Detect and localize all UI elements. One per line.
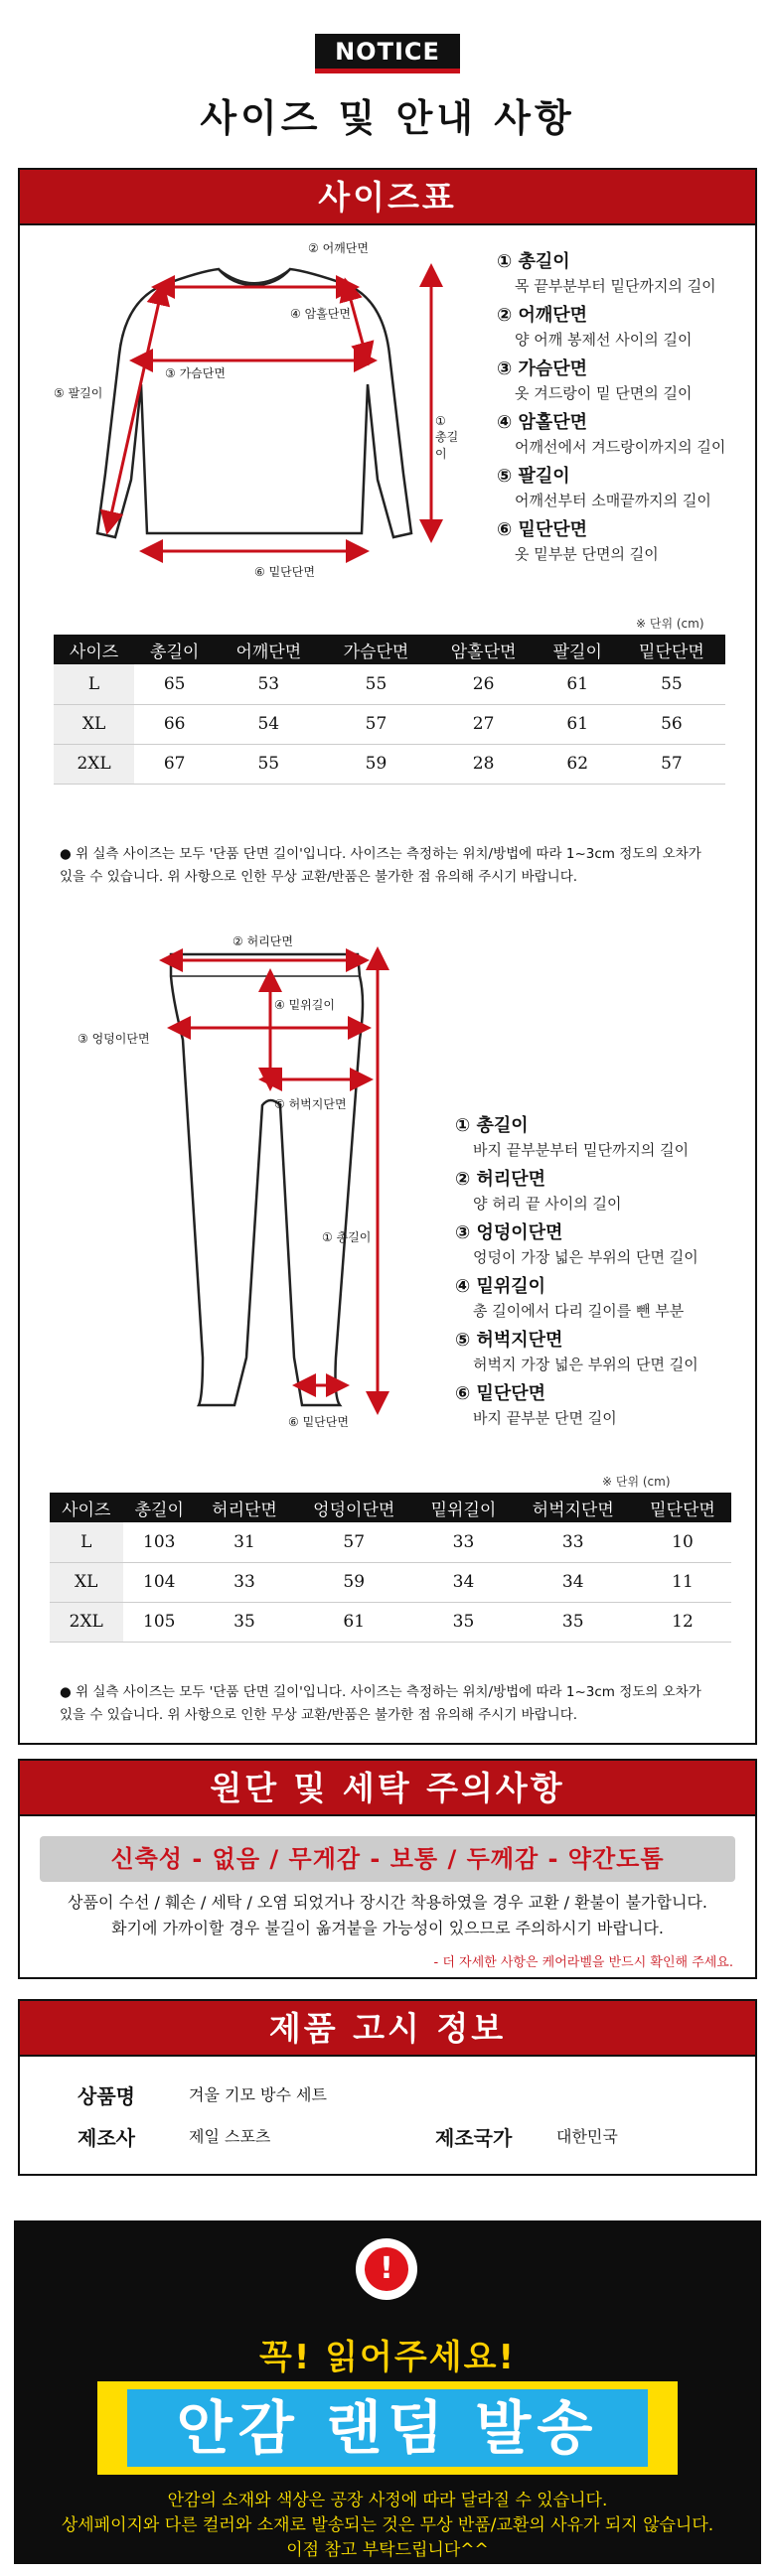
- legend-item: ② 어깨단면 양 어깨 봉제선 사이의 길이: [497, 305, 693, 349]
- table-row: L 103 31 57 33 33 10: [50, 1522, 731, 1562]
- measurement-note-top: ● 위 실측 사이즈는 모두 '단품 단면 길이'입니다. 사이즈는 측정하는 위치/방법에 따라 1~3cm 정도의 오차가 있을 수 있습니다. 위 사항으로 인한 무상 교환/반품은 불가한 점 유의해 주시기 바랍니다.: [60, 846, 701, 885]
- legend-item: ① 총길이 목 끝부분부터 밑단까지의 길이: [497, 251, 716, 295]
- bottom-size-diagram: [50, 930, 407, 1447]
- pants-illustration: [50, 930, 407, 1447]
- label-sleeve: ⑤ 팔길이: [54, 386, 103, 400]
- table-row: L 65 53 55 26 61 55: [54, 664, 725, 704]
- notice-badge: NOTICE: [315, 34, 460, 73]
- table-row: XL 66 54 57 27 61 56: [54, 704, 725, 744]
- size-chart-section: [18, 168, 757, 1745]
- table-header-row: 사이즈 총길이 어깨단면 가슴단면 암홀단면 팔길이 밑단단면: [54, 635, 725, 664]
- table-row: XL 104 33 59 34 34 11: [50, 1562, 731, 1602]
- legend-item: ⑥ 밑단단면 바지 끝부분 단면 길이: [455, 1383, 617, 1427]
- page-title: 사이즈 및 안내 사항: [200, 96, 575, 140]
- top-size-diagram: [34, 235, 461, 593]
- label-armhole: ④ 암홀단면: [290, 307, 351, 321]
- product-info-title: 제품 고시 정보: [20, 2001, 755, 2057]
- fabric-properties: 신축성 - 없음 / 무게감 - 보통 / 두께감 - 약간도톰: [40, 1836, 735, 1882]
- product-name-value: 겨울 기모 방수 세트: [189, 2085, 327, 2104]
- table-row: 2XL 105 35 61 35 35 12: [50, 1602, 731, 1642]
- label-rise: ④ 밑위길이: [274, 998, 335, 1012]
- fabric-care-section: [18, 1759, 757, 1979]
- label-thigh: ⑤ 허벅지단면: [274, 1097, 347, 1111]
- legend-item: ③ 가슴단면 옷 겨드랑이 밑 단면의 길이: [497, 358, 693, 402]
- legend-item: ④ 암홀단면 어깨선에서 겨드랑이까지의 길이: [497, 412, 726, 456]
- label-hem: ⑥ 밑단단면: [254, 565, 315, 579]
- legend-item: ⑤ 팔길이 어깨선부터 소매끝까지의 길이: [497, 466, 711, 509]
- maker-value: 제일 스포츠: [189, 2127, 271, 2146]
- product-info-grid: [20, 2057, 755, 2174]
- label-waist: ② 허리단면: [232, 934, 293, 948]
- bottom-legend: [455, 1113, 698, 1435]
- label-hem-pants: ⑥ 밑단단면: [288, 1415, 349, 1429]
- random-lining-banner: 안감 랜덤 발송: [97, 2381, 678, 2475]
- notice-header: [0, 0, 775, 73]
- legend-item: ⑤ 허벅지단면 허벅지 가장 넓은 부위의 단면 길이: [455, 1330, 698, 1373]
- label-hip: ③ 엉덩이단면: [78, 1032, 150, 1046]
- table-row: 2XL 67 55 59 28 62 57: [54, 744, 725, 784]
- legend-item: ⑥ 밑단단면 옷 밑부분 단면의 길이: [497, 519, 659, 563]
- label-total-pants: ① 총길이: [322, 1230, 372, 1244]
- unit-label: ※ 단위 (cm): [636, 617, 704, 631]
- country-label: 제조국가: [435, 2126, 513, 2150]
- lining-notice-panel: [14, 2220, 761, 2564]
- top-legend: [497, 249, 725, 571]
- must-read-heading: 꼭! 읽어주세요!: [259, 2338, 516, 2377]
- legend-item: ④ 밑위길이 총 길이에서 다리 길이를 뺀 부분: [455, 1276, 685, 1320]
- shirt-illustration: [34, 235, 461, 593]
- care-label-note: - 더 자세한 사항은 케어라벨을 반드시 확인해 주세요.: [433, 1955, 733, 1970]
- maker-label: 제조사: [78, 2126, 135, 2150]
- product-name-label: 상품명: [78, 2084, 135, 2108]
- label-total: ① 총길이: [435, 414, 459, 461]
- legend-item: ③ 엉덩이단면 엉덩이 가장 넓은 부위의 단면 길이: [455, 1222, 698, 1266]
- legend-item: ① 총길이 바지 끝부분부터 밑단까지의 길이: [455, 1115, 690, 1159]
- top-size-table: [54, 635, 725, 785]
- country-value: 대한민국: [556, 2127, 618, 2146]
- fabric-care-title: 원단 및 세탁 주의사항: [20, 1761, 755, 1816]
- label-chest: ③ 가슴단면: [165, 366, 226, 380]
- bottom-size-table: [50, 1493, 731, 1643]
- size-chart-title: 사이즈표: [20, 170, 755, 225]
- lining-notice-text: 안감의 소재와 색상은 공장 사정에 따라 달라질 수 있습니다. 상세페이지와 다른 컬러와 소재로 발송되는 것은 무상 반품/교환의 사유가 되지 않습니다. 이점 참고 부탁드립니다^^: [61, 2491, 714, 2560]
- measurement-note-bottom: ● 위 실측 사이즈는 모두 '단품 단면 길이'입니다. 사이즈는 측정하는 위치/방법에 따라 1~3cm 정도의 오차가 있을 수 있습니다. 위 사항으로 인한 무상 교환/반품은 불가한 점 유의해 주시기 바랍니다.: [60, 1684, 701, 1723]
- table-header-row: 사이즈 총길이 허리단면 엉덩이단면 밑위길이 허벅지단면 밑단단면: [50, 1493, 731, 1522]
- care-warning-text: 상품이 수선 / 훼손 / 세탁 / 오염 되었거나 장시간 착용하였을 경우 교환 / 환불이 불가합니다. 화기에 가까이할 경우 불길이 옮겨붙을 가능성이 있으므로 주의하시기 바랍니다.: [68, 1893, 707, 1937]
- legend-item: ② 허리단면 양 허리 끝 사이의 길이: [455, 1169, 622, 1213]
- unit-label-pants: ※ 단위 (cm): [602, 1475, 671, 1489]
- product-info-section: [18, 1999, 757, 2176]
- exclamation-icon: !: [356, 2238, 417, 2300]
- label-shoulder: ② 어깨단면: [308, 241, 369, 255]
